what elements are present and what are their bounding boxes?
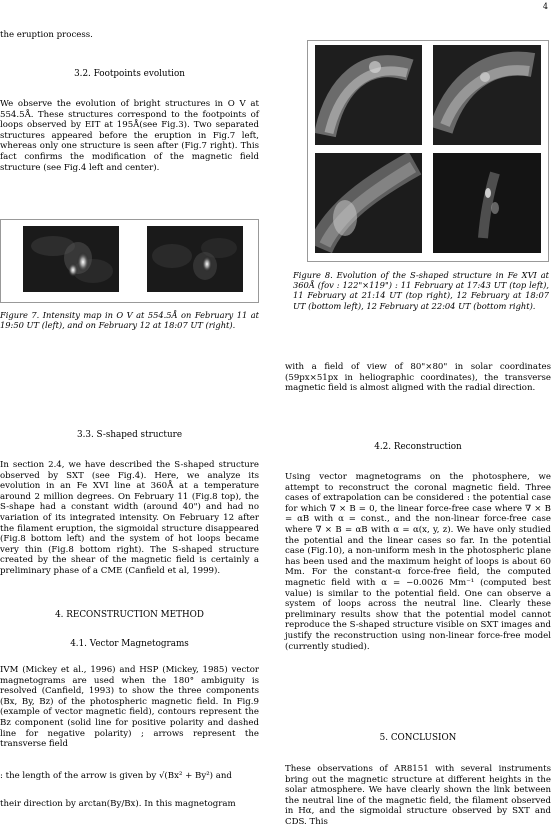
figure-8-bottom-right-image (433, 153, 541, 253)
figure-8-caption: Figure 8. Evolution of the S-shaped structure in Fe XVI at 360Å (fov : 122"×119") : 11 February at 17:43 UT (top left), 11 February at 21:14 UT (top right), 12 February at 18:07 UT (bottom left), 12 February at 22:04 UT (bottom right). (293, 270, 549, 311)
section-4-1-body-end: their direction by arctan(By/Bx). In this magnetogram (0, 799, 236, 809)
section-4-2-body: Using vector magnetograms on the photosphere, we attempt to reconstruct the coronal magnetic field. Three cases of extrapolation can be considered : the potential case for which ∇ × B = 0, the linear force-free case where ∇ × B = αB with α = const., and the non-linear force-free case where ∇ × B = αB with α = α(x, y, z). We have only studied the potential and the linear cases so far. In the potential case (Fig.10), a non-uniform mesh in the photospheric plane has been used and the maximum height of loops is about 60 Mm. For the constant-α force-free field, the computed magnetic field with α = −0.0026 Mm⁻¹ (computed best value) is similar to the potential field. One can observe a system of loops across the neutral line. Clearly these preliminary results show that the potential model cannot reproduce the S-shaped structure visible on SXT images and justify the reconstruction using non-linear force-free model (currently studied). (285, 472, 551, 652)
figure-8 (307, 40, 549, 262)
figure-8-top-left-image (315, 45, 422, 145)
intro-text: the eruption process. (0, 30, 93, 40)
section-4-1-body: IVM (Mickey et al., 1996) and HSP (Mickey, 1985) vector magnetograms are used when the 180° ambiguity is resolved (Canfield, 1993) to show the three components (Bx, By, Bz) of the photospheric magnetic field. In Fig.9 (example of vector magnetic field), contours represent the Bz component (solid line for positive polarity and dashed line for negative polarity) ; arrows represent the transverse field (0, 665, 259, 750)
figure-8-top-right-image (433, 45, 541, 145)
section-4-2-title: 4.2. Reconstruction (374, 442, 462, 452)
figure-7-caption: Figure 7. Intensity map in O V at 554.5Å on February 11 at 19:50 UT (left), and on February 12 at 18:07 UT (right). (0, 310, 259, 331)
section-3-3-body: In section 2.4, we have described the S-shaped structure observed by SXT (see Fig.4). Here, we analyze its evolution in an Fe XVI line at 360Å at a temperature around 2 million degrees. On February 11 (Fig.8 top), the S-shape had a constant width (around 40") and had no variation of its integrated intensity. On February 12 after the filament eruption, the sigmoidal structure disappeared (Fig.8 bottom left) and the system of hot loops became very thin (Fig.8 bottom right). The S-shaped structure created by the shear of the magnetic field is certainly a preliminary phase of a CME (Canfield et al, 1999). (0, 460, 259, 576)
section-3-2-title: 3.2. Footpoints evolution (74, 69, 185, 79)
figure-7-right-image (147, 226, 243, 292)
figure-7 (0, 219, 259, 303)
page-number: 4 (542, 2, 548, 11)
section-3-2-body: We observe the evolution of bright structures in O V at 554.5Å. These structures correspond to the footpoints of loops observed by EIT at 195Å(see Fig.3). Two separated structures appeared before the eruption in Fig.7 left, whereas only one structure is seen after (Fig.7 right). This fact confirms the modification of the magnetic field structure (see Fig.4 left and center). (0, 99, 259, 173)
figure-8-bottom-left-image (315, 153, 422, 253)
section-5-title: 5. CONCLUSION (379, 733, 457, 743)
section-4-1-title: 4.1. Vector Magnetograms (70, 639, 189, 649)
magnetogram-paragraph-continued: with a field of view of 80"×80" in solar coordinates (59px×51px in heliographic coordinates), the transverse magnetic field is almost aligned with the radial direction. (285, 362, 551, 394)
section-5-body: These observations of AR8151 with several instruments bring out the magnetic structure at different heights in the solar atmosphere. We have clearly shown the link between the neutral line of the magnetic field, the filament observed in Hα, and the sigmoidal structure observed by SXT and CDS. This (285, 764, 551, 827)
section-4-title: 4. RECONSTRUCTION METHOD (55, 610, 204, 620)
section-4-1-body-formula: : the length of the arrow is given by √(Bx² + By²) and (0, 771, 232, 781)
figure-7-left-image (23, 226, 119, 292)
section-3-3-title: 3.3. S-shaped structure (76, 430, 183, 440)
